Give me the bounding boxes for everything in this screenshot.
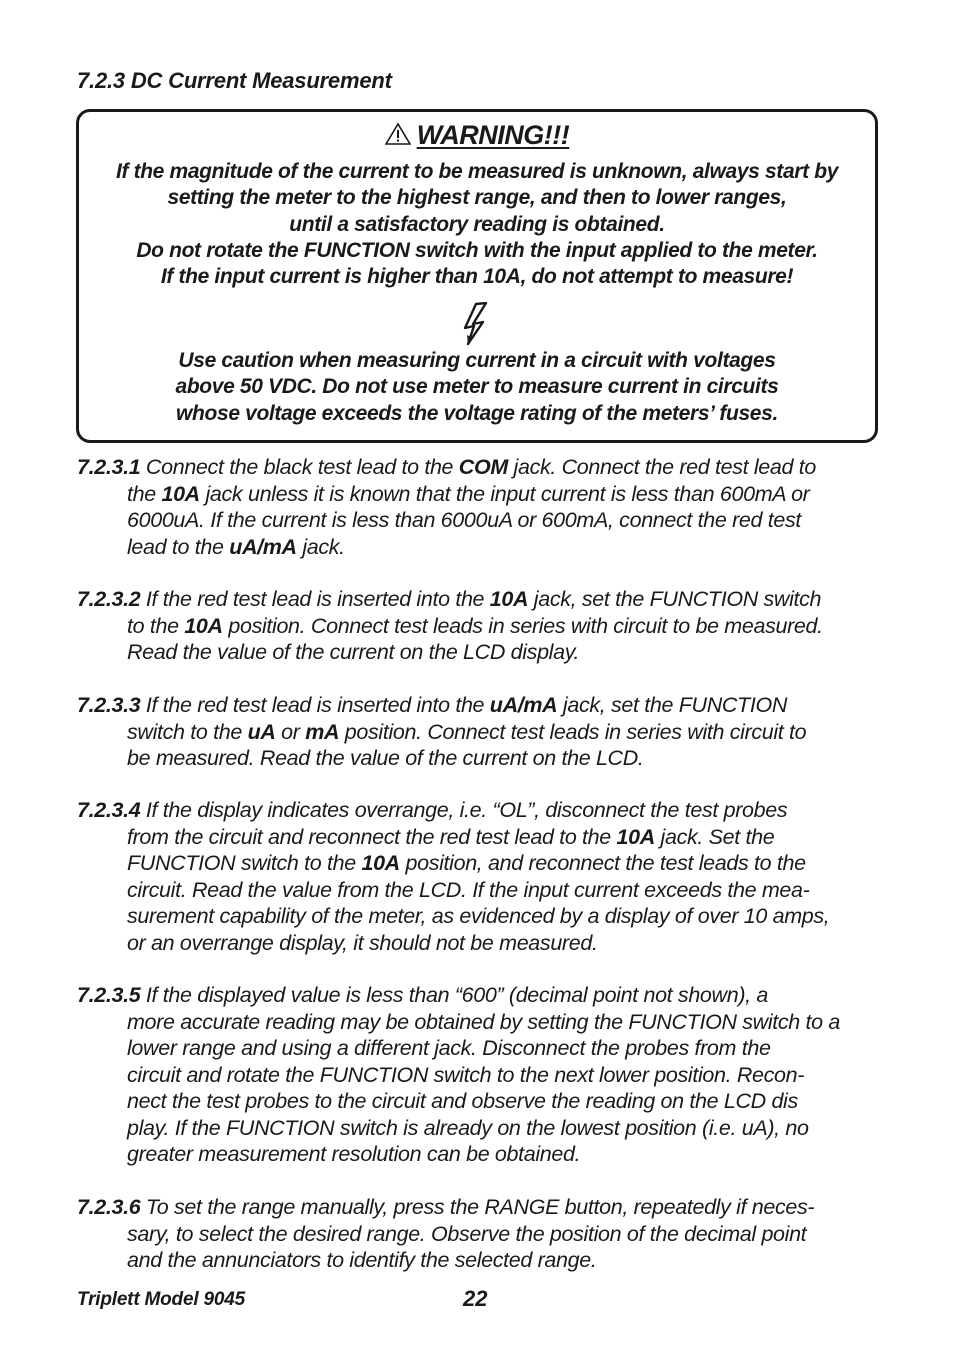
step-emphasis: uA/mA [229, 534, 297, 559]
step-emphasis: 10A [616, 824, 655, 849]
warning-heading [79, 120, 875, 153]
step-first-line [77, 1194, 814, 1220]
step-text: play. If the FUNCTION switch is already on the lowest position (i.e. uA), no [127, 1115, 809, 1140]
step-line [127, 719, 806, 745]
warning-line: Do not rotate the FUNCTION switch with the input applied to the meter. [136, 239, 818, 262]
step-text: jack. Connect the red test lead to [507, 455, 816, 479]
step-text: the [127, 481, 162, 506]
step-first-line [77, 797, 787, 823]
step-text: and the annunciators to identify the selected range. [127, 1248, 597, 1272]
step-emphasis: uA/mA [489, 693, 558, 717]
step-text: If the red test lead is inserted into the [140, 693, 490, 717]
step-text: To set the range manually, press the RANGE button, repeatedly if neces- [140, 1195, 815, 1219]
step-text: Read the value of the current on the LCD display. [127, 640, 580, 664]
step-emphasis: 10A [184, 613, 223, 638]
step-text: jack. Set the [654, 824, 775, 849]
step-text: switch to the [127, 719, 248, 744]
warning-line: setting the meter to the highest range, and then to lower ranges, [167, 186, 787, 209]
step-text: nect the test probes to the circuit and observe the reading on the LCD dis [127, 1089, 798, 1113]
page-number: 22 [463, 1286, 488, 1311]
step-line [127, 1221, 806, 1247]
step-text: lower range and using a different jack. Disconnect the probes from the [127, 1036, 771, 1060]
caution-line: above 50 VDC. Do not use meter to measure current in circuits [175, 375, 779, 398]
step-text: If the display indicates overrange, i.e. “OL”, disconnect the test probes [140, 798, 788, 822]
step-text: sary, to select the desired range. Observe the position of the decimal point [127, 1221, 807, 1246]
step-line [127, 824, 774, 850]
step-line [127, 1009, 840, 1035]
step-text: position, and reconnect the test leads to the [399, 851, 806, 875]
step-line [127, 1062, 804, 1088]
step-line [127, 1247, 596, 1273]
step-number: 7.2.3.5 [77, 983, 141, 1007]
step-line [127, 481, 810, 507]
step-text: or an overrange display, it should not be measured. [127, 930, 598, 955]
step-text: surement capability of the meter, as evidenced by a display of over 10 amps, [127, 904, 830, 928]
step-line [127, 534, 345, 560]
footer-model: Triplett Model 9045 [77, 1289, 245, 1310]
step-line [127, 1035, 771, 1061]
warning-triangle-icon [385, 122, 411, 153]
step-line [127, 877, 809, 903]
step-text: position. Connect test leads in series with circuit to be measured. [222, 613, 823, 638]
step-first-line [77, 692, 787, 718]
step-line [127, 745, 644, 771]
step-emphasis: 10A [361, 851, 400, 875]
step-text: lead to the [127, 534, 230, 559]
step-text: or [275, 719, 306, 744]
warning-line: If the input current is higher than 10A, do not attempt to measure! [160, 265, 794, 288]
step-text: more accurate reading may be obtained by setting the FUNCTION switch to a [127, 1009, 840, 1034]
step-text: circuit. Read the value from the LCD. If the input current exceeds the mea- [127, 877, 810, 902]
step-line [127, 1088, 798, 1114]
step-text: Connect the black test lead to the [140, 455, 459, 479]
caution-line: whose voltage exceeds the voltage rating of the meters’ fuses. [176, 402, 778, 425]
section-title: 7.2.3 DC Current Measurement [77, 68, 392, 93]
step-text: jack. [296, 534, 345, 559]
step-line [127, 930, 598, 956]
step-emphasis: 10A [489, 587, 529, 611]
warning-line: If the magnitude of the current to be measured is unknown, always start by [115, 160, 839, 183]
step-number: 7.2.3.4 [77, 798, 141, 822]
step-number: 7.2.3.1 [77, 455, 141, 479]
step-first-line [77, 586, 821, 612]
step-text: If the red test lead is inserted into the [140, 587, 490, 611]
step-emphasis: 10A [161, 481, 200, 506]
step-number: 7.2.3.2 [77, 587, 141, 611]
step-text: jack, set the FUNCTION [557, 693, 788, 717]
step-text: jack unless it is known that the input current is less than 600mA or [199, 481, 810, 506]
warning-box [76, 109, 878, 443]
step-line [127, 1115, 809, 1141]
step-emphasis: COM [458, 455, 508, 479]
step-first-line [77, 982, 768, 1008]
step-line [127, 613, 823, 639]
step-number: 7.2.3.3 [77, 693, 141, 717]
step-text: circuit and rotate the FUNCTION switch to the next lower position. Recon- [127, 1062, 805, 1087]
step-line [127, 1141, 580, 1167]
step-text: 6000uA. If the current is less than 6000uA or 600mA, connect the red test [127, 508, 802, 532]
step-first-line [77, 454, 816, 480]
step-text: If the displayed value is less than “600” (decimal point not shown), a [140, 983, 768, 1007]
step-text: position. Connect test leads in series with circuit to [339, 719, 807, 744]
step-text: to the [127, 613, 185, 638]
step-text: from the circuit and reconnect the red test lead to the [127, 824, 617, 849]
warning-line: until a satisfactory reading is obtained. [289, 213, 665, 236]
step-text: FUNCTION switch to the [127, 851, 362, 875]
caution-line: Use caution when measuring current in a circuit with voltages [178, 349, 776, 372]
warning-heading-text: WARNING!!! [416, 120, 570, 150]
step-text: be measured. Read the value of the current on the LCD. [127, 746, 644, 770]
step-line [127, 903, 829, 929]
step-text: greater measurement resolution can be obtained. [127, 1142, 581, 1166]
step-emphasis: uA [247, 719, 276, 744]
step-line [127, 850, 806, 876]
high-voltage-lightning-icon [459, 302, 499, 351]
step-emphasis: mA [305, 719, 340, 744]
step-line [127, 639, 579, 665]
step-line [127, 507, 801, 533]
step-text: jack, set the FUNCTION switch [528, 587, 822, 611]
step-number: 7.2.3.6 [77, 1195, 141, 1219]
